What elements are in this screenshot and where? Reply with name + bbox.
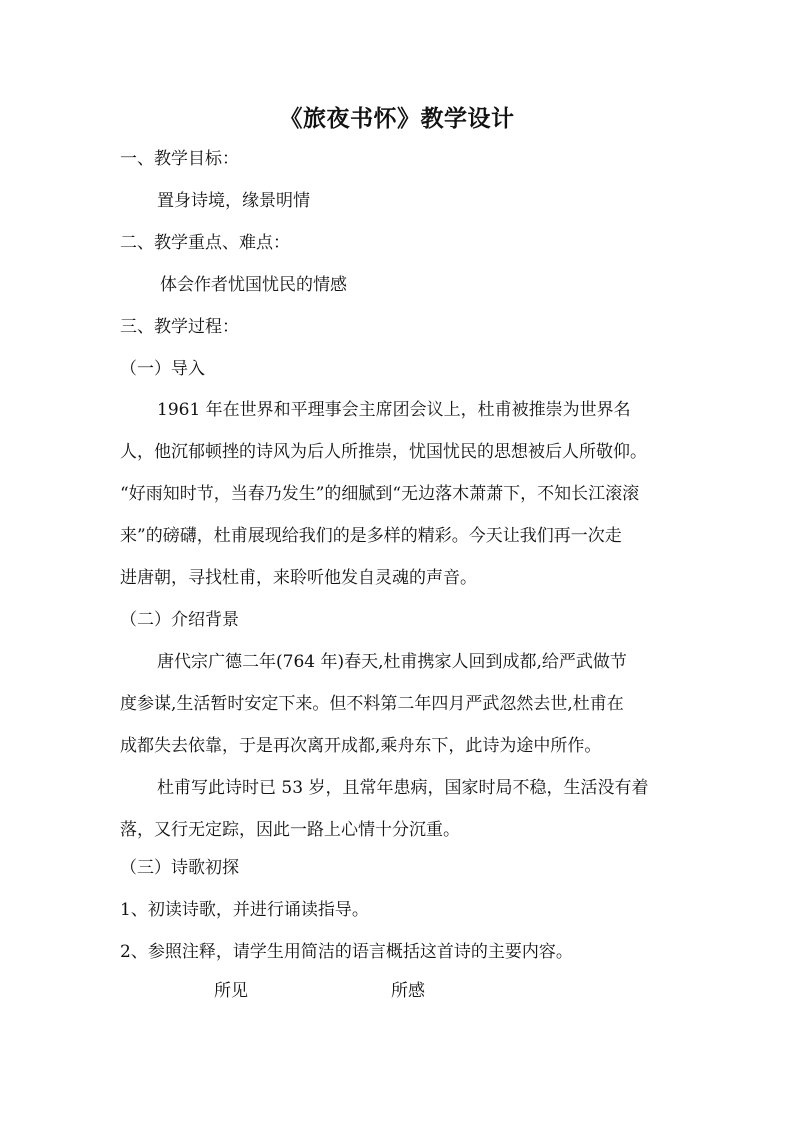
exploration-step-2: 2、参照注释，请学生用简洁的语言概括这首诗的主要内容。 bbox=[120, 942, 573, 962]
intro-paragraph-line: 来”的磅礴，杜甫展现给我们的是多样的精彩。今天让我们再一次走 bbox=[120, 526, 622, 546]
background-paragraph-line: 度参谋,生活暂时安定下来。但不料第二年四月严武忽然去世,杜甫在 bbox=[120, 694, 624, 714]
background-paragraph-line: 杜甫写此诗时已 53 岁，且常年患病，国家时局不稳，生活没有着 bbox=[157, 778, 649, 798]
intro-paragraph-line: 进唐朝，寻找杜甫，来聆听他发自灵魂的声音。 bbox=[120, 568, 477, 588]
intro-paragraph-line: 人，他沉郁顿挫的诗风为后人所推崇，忧国忧民的思想被后人所敬仰。 bbox=[120, 442, 647, 462]
intro-paragraph-line: 1961 年在世界和平理事会主席团会议上，杜甫被推崇为世界名 bbox=[157, 400, 631, 420]
section-heading-keypoints: 二、教学重点、难点： bbox=[120, 233, 290, 253]
exploration-step-1: 1、初读诗歌，并进行诵读指导。 bbox=[120, 900, 369, 920]
subsection-background: （二）介绍背景 bbox=[120, 610, 239, 630]
document-title: 《旅夜书怀》教学设计 bbox=[279, 105, 515, 132]
subsection-intro: （一）导入 bbox=[120, 359, 205, 379]
goal-text: 置身诗境，缘景明情 bbox=[157, 191, 310, 211]
section-heading-process: 三、教学过程： bbox=[120, 317, 239, 337]
seen-label: 所见 bbox=[214, 981, 248, 1001]
background-paragraph-line: 落，又行无定踪，因此一路上心情十分沉重。 bbox=[120, 820, 460, 840]
background-paragraph-line: 唐代宗广德二年(764 年)春天,杜甫携家人回到成都,给严武做节 bbox=[157, 652, 627, 672]
subsection-exploration: （三）诗歌初探 bbox=[120, 858, 239, 878]
intro-paragraph-line: “好雨知时节，当春乃发生”的细腻到“无边落木萧萧下，不知长江滚滚 bbox=[120, 484, 640, 504]
background-paragraph-line: 成都失去依靠，于是再次离开成都,乘舟东下，此诗为途中所作。 bbox=[120, 736, 602, 756]
section-heading-goals: 一、教学目标： bbox=[120, 149, 239, 169]
felt-label: 所感 bbox=[391, 981, 425, 1001]
keypoint-text: 体会作者忧国忧民的情感 bbox=[160, 275, 347, 295]
